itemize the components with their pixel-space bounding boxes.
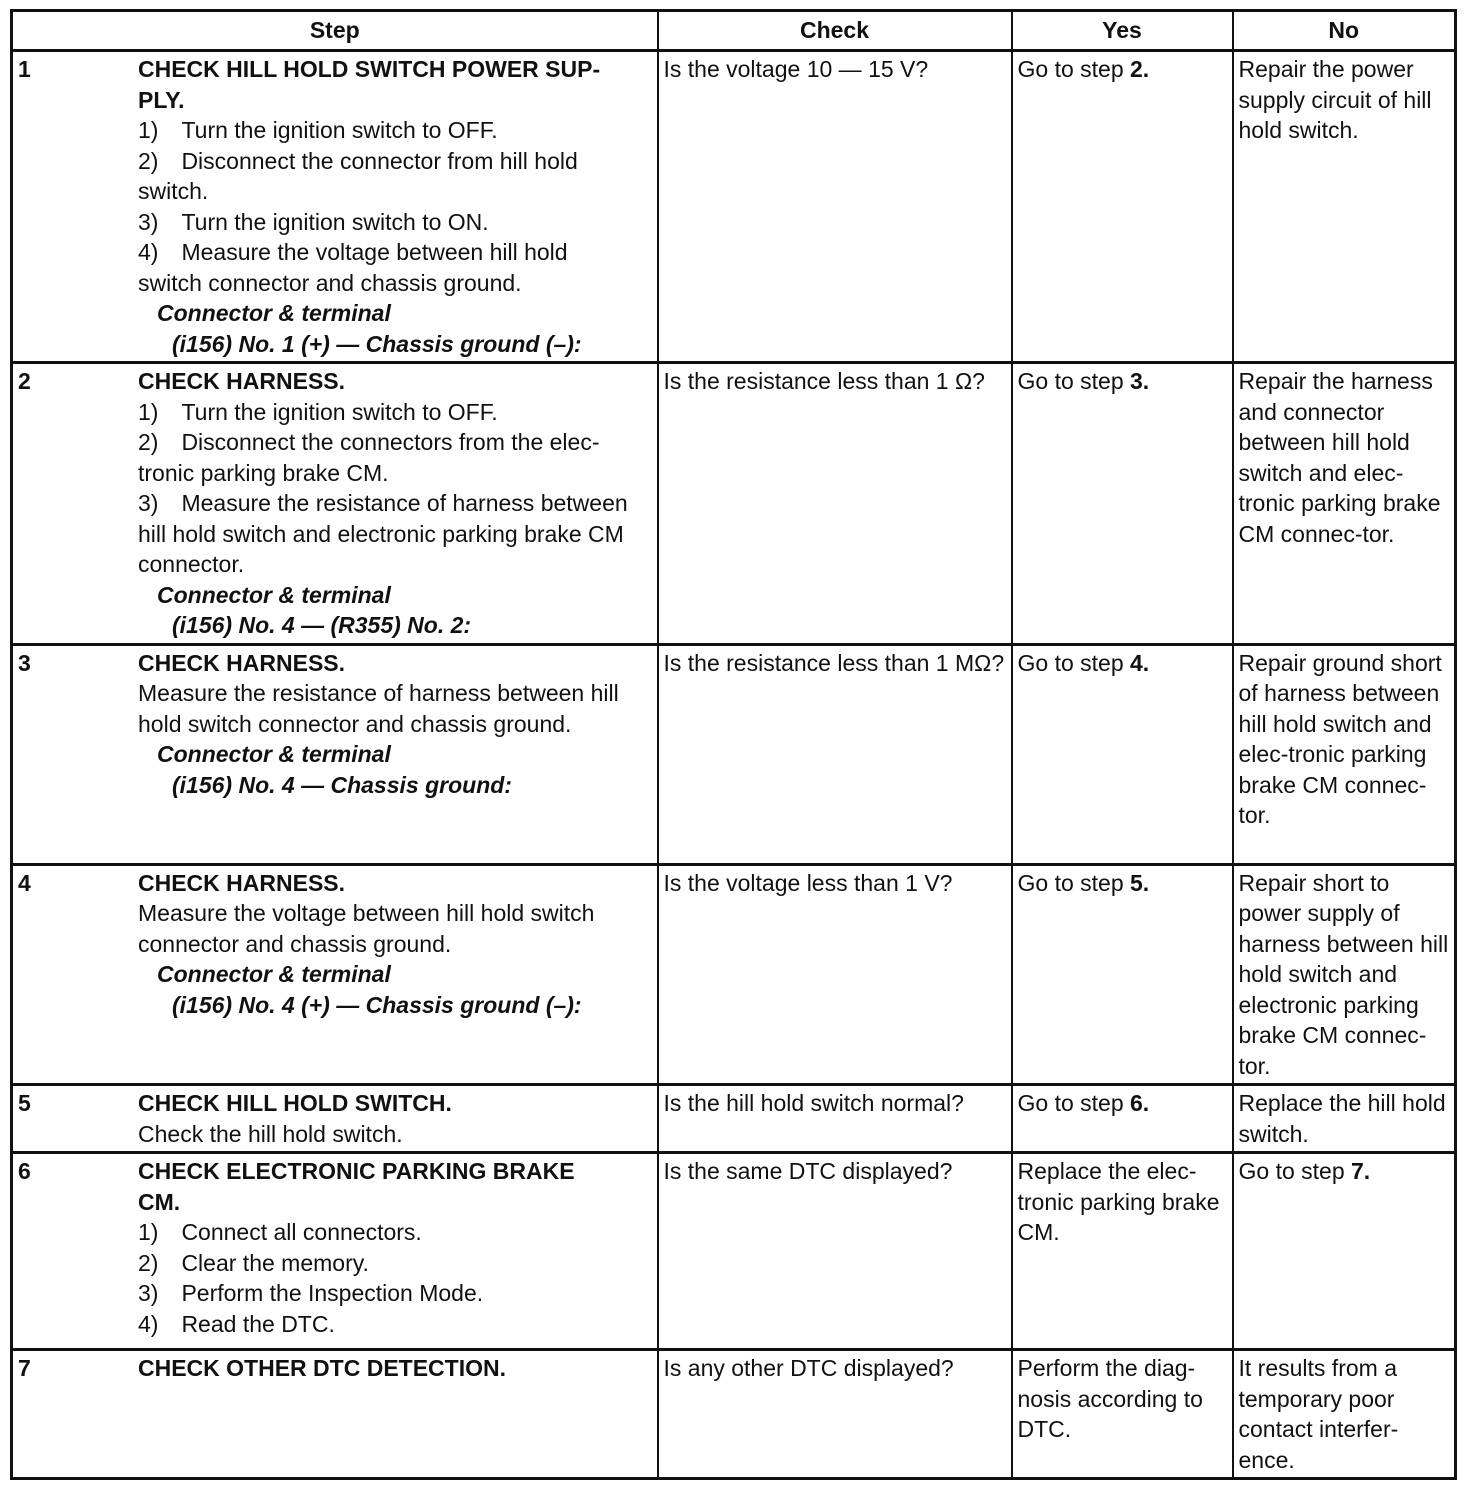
header-step: Step [12,11,658,51]
yes-cell [1012,1085,1233,1153]
step-title: CHECK HARNESS. [138,368,346,394]
step-instruction: 4) Read the DTC. [138,1310,335,1337]
step-cell [12,644,658,864]
connector-terminal-label: Connector & terminal [157,741,391,767]
yes-cell [1012,644,1233,864]
step-body [138,868,652,1021]
yes-cell [1012,1153,1233,1350]
step-title: CHECK ELECTRONIC PARKING BRAKE [138,1158,575,1184]
step-instruction: 3) Perform the Inspection Mode. [138,1280,484,1306]
step-instruction: 4) Measure the voltage between hill hold [138,239,568,265]
step-body [138,1353,652,1384]
connector-terminal-label: Connector & terminal [157,581,391,608]
step-instruction: switch connector and chassis ground. [138,269,522,296]
no-text: Go to step [1238,1158,1352,1184]
step-instruction: Measure the voltage between hill hold switch [138,900,595,926]
step-instruction: 3) Measure the resistance of harness between [138,490,628,516]
yes-step-ref: 6. [1130,1090,1150,1116]
yes-text: Go to step [1017,368,1131,394]
connector-terminal-label: Connector & terminal [157,961,391,987]
yes-step-ref: 4. [1130,649,1150,676]
connector-terminal-value: (i156) No. 4 — Chassis ground: [172,771,512,798]
step-number: 3 [18,649,31,676]
step-cell [12,51,658,363]
yes-text: Replace the elec-tronic parking brake CM. [1017,1158,1220,1245]
step-instruction: Measure the resistance of harness between hill [138,680,619,706]
connector-terminal-value: (i156) No. 1 (+) — Chassis ground (–): [172,330,582,357]
check-cell: Is any other DTC displayed? [658,1350,1012,1479]
yes-text: Go to step [1017,649,1131,676]
yes-cell [1012,864,1233,1085]
step-number: 6 [18,1158,31,1184]
step-instruction: 2) Clear the memory. [138,1249,369,1276]
no-cell: Repair short to power supply of harness between hill hold switch and electronic parking brake CM connec-tor. [1233,864,1456,1085]
step-instruction: 3) Turn the ignition switch to ON. [138,208,489,235]
no-step-ref: 7. [1351,1158,1371,1184]
step-instruction: 1) Turn the ignition switch to OFF. [138,117,498,143]
table-header-row [12,11,1456,51]
step-instruction: 1) Turn the ignition switch to OFF. [138,398,498,425]
step-instruction: connector and chassis ground. [138,930,452,957]
step-instruction: 2) Disconnect the connectors from the elec- [138,429,600,455]
step-title: CHECK HILL HOLD SWITCH POWER SUP- [138,56,601,82]
step-body [138,366,652,641]
step-number: 2 [18,368,31,394]
table-row [12,51,1456,363]
step-instruction: 1) Connect all connectors. [138,1219,422,1245]
no-cell: Replace the hill hold switch. [1233,1085,1456,1153]
yes-cell [1012,51,1233,363]
yes-text: Go to step [1017,1090,1131,1116]
step-title: CHECK HARNESS. [138,869,346,896]
step-instruction: switch. [138,178,209,204]
step-instruction: Check the hill hold switch. [138,1120,403,1147]
check-cell: Is the same DTC displayed? [658,1153,1012,1350]
no-cell: Repair the power supply circuit of hill hold switch. [1233,51,1456,363]
step-instruction: tronic parking brake CM. [138,459,389,486]
step-instruction: hold switch connector and chassis ground. [138,710,572,737]
check-cell: Is the hill hold switch normal? [658,1085,1012,1153]
table-row [12,644,1456,864]
step-instruction: hill hold switch and electronic parking brake CM [138,520,624,547]
step-number: 7 [18,1355,31,1381]
step-cell [12,864,658,1085]
step-number: 1 [18,56,31,82]
no-cell [1233,1153,1456,1350]
step-cell [12,1350,658,1479]
header-check: Check [658,11,1012,51]
connector-terminal-value: (i156) No. 4 — (R355) No. 2: [172,612,472,638]
check-cell: Is the voltage 10 — 15 V? [658,51,1012,363]
step-number: 4 [18,869,31,896]
troubleshooting-table [10,9,1457,1480]
table-row [12,864,1456,1085]
check-cell: Is the resistance less than 1 Ω? [658,363,1012,645]
table-row [12,1153,1456,1350]
step-body [138,1156,652,1339]
step-body [138,54,652,359]
connector-terminal-value: (i156) No. 4 (+) — Chassis ground (–): [172,991,582,1018]
no-cell: Repair ground short of harness between hill hold switch and elec-tronic parking brake CM connec-tor. [1233,644,1456,864]
step-title: CHECK HILL HOLD SWITCH. [138,1090,452,1116]
no-cell: Repair the harness and connector between hill hold switch and elec-tronic parking brake CM connec-tor. [1233,363,1456,645]
yes-text: Perform the diag-nosis according to DTC. [1017,1355,1203,1442]
no-cell: It results from a temporary poor contact interfer-ence. [1233,1350,1456,1479]
header-no: No [1233,11,1456,51]
step-cell [12,1085,658,1153]
check-cell: Is the voltage less than 1 V? [658,864,1012,1085]
step-title: CM. [138,1188,181,1215]
step-title: CHECK HARNESS. [138,649,346,676]
table-row [12,363,1456,645]
connector-terminal-label: Connector & terminal [157,300,391,326]
step-cell [12,1153,658,1350]
step-title: PLY. [138,86,185,113]
table-row [12,1085,1456,1153]
yes-step-ref: 3. [1130,368,1150,394]
table-row [12,1350,1456,1479]
yes-text: Go to step [1017,869,1131,896]
step-number: 5 [18,1090,31,1116]
step-body [138,1088,652,1149]
step-title: CHECK OTHER DTC DETECTION. [138,1355,506,1381]
yes-step-ref: 5. [1130,869,1150,896]
yes-text: Go to step [1017,56,1131,82]
step-cell [12,363,658,645]
yes-cell [1012,363,1233,645]
yes-step-ref: 2. [1130,56,1150,82]
check-cell: Is the resistance less than 1 MΩ? [658,644,1012,864]
step-body [138,648,652,801]
step-instruction: 2) Disconnect the connector from hill hold [138,147,578,174]
header-yes: Yes [1012,11,1233,51]
step-instruction: connector. [138,551,245,577]
yes-cell [1012,1350,1233,1479]
